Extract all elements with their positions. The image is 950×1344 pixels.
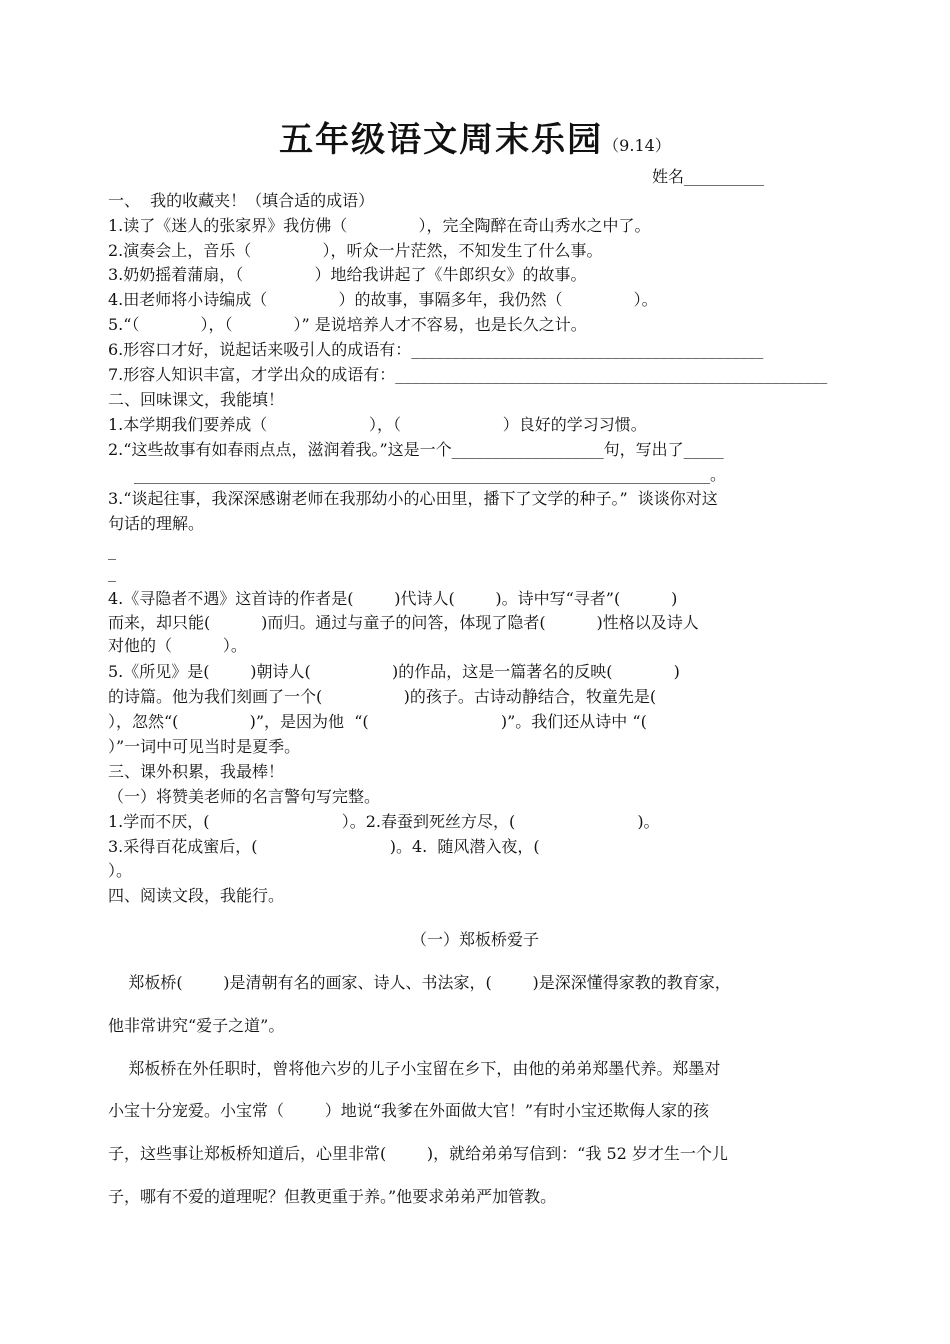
section2-q2-continued: ________________________________________________________________________。 [134, 465, 726, 484]
answer-blank-1: _ [108, 541, 116, 560]
section2-q2: 2.“这些故事有如春雨点点，滋润着我。”这是一个___________________句，写出了_____ [108, 440, 724, 459]
section3-heading: 三、课外积累，我最棒！ [108, 762, 285, 781]
section2-heading: 二、回味课文，我能填！ [108, 390, 285, 409]
section2-q5-line3: ），忽然“( )”，是因为他 “( )”。我们还从诗中 “( [108, 712, 647, 731]
section1-q1: 1.读了《迷人的张家界》我仿佛（ ），完全陶醉在奇山秀水之中了。 [108, 216, 651, 235]
section1-q2: 2.演奏会上，音乐（ ），听众一片茫然，不知发生了什么事。 [108, 241, 603, 260]
section4-heading: 四、阅读文段，我能行。 [108, 886, 285, 905]
section2-q5-line1: 5.《所见》是( )朝诗人( )的作品，这是一篇著名的反映( ) [108, 662, 680, 681]
passage-p2-line1: 郑板桥在外任职时，曾将他六岁的儿子小宝留在乡下，由他的弟弟郑墨代养。郑墨对 [108, 1059, 721, 1078]
passage-p2-line2: 小宝十分宠爱。小宝常（ ）地说“我爹在外面做大官！”有时小宝还欺侮人家的孩 [108, 1101, 710, 1120]
section2-q3-line2: 句话的理解。 [108, 514, 205, 533]
section2-q3-line1: 3.“谈起往事，我深深感谢老师在我那幼小的心田里，播下了文学的种子。” 谈谈你对这 [108, 489, 718, 508]
section2-q5-line2: 的诗篇。他为我们刻画了一个( )的孩子。古诗动静结合，牧童先是( [108, 687, 657, 706]
section2-q1: 1.本学期我们要养成（ ），（ ）良好的学习习惯。 [108, 415, 647, 434]
passage-p2-line3: 子，这些事让郑板桥知道后，心里非常( )，就给弟弟写信到：“我 52 岁才生一个儿 [108, 1144, 728, 1163]
section2-q4-line1: 4.《寻隐者不遇》这首诗的作者是( )代诗人( )。诗中写“寻者”( ) [108, 589, 678, 608]
section1-q7: 7.形容人知识丰富，才学出众的成语有：______________________________________________________ [108, 365, 828, 384]
passage-p1-line1: 郑板桥( )是清朝有名的画家、诗人、书法家，( )是深深懂得家教的教育家， [108, 973, 731, 992]
section2-q5-line4: ）”一词中可见当时是夏季。 [108, 737, 301, 756]
answer-blank-2: _ [108, 563, 116, 582]
section1-q5: 5.“（ ），（ ）” 是说培养人才不容易，也是长久之计。 [108, 315, 587, 334]
title-date: （9.14） [603, 136, 671, 155]
passage-p1-line2: 他非常讲究“爱子之道”。 [108, 1016, 285, 1035]
passage-title: （一）郑板桥爱子 [410, 930, 539, 949]
title-text: 五年级语文周末乐园 [279, 120, 604, 160]
section3-row3: ）。 [108, 861, 133, 880]
section1-q4: 4.田老师将小诗编成（ ）的故事，事隔多年，我仍然（ ）。 [108, 290, 658, 309]
section2-q4-line2: 而来，却只能( )而归。通过与童子的问答，体现了隐者( )性格以及诗人 [108, 613, 699, 632]
section3-row2: 3.采得百花成蜜后，( )。4. 随风潜入夜，( [108, 837, 540, 856]
section3-row1: 1.学而不厌，( ）。2.春蚕到死丝方尽，( )。 [108, 812, 660, 831]
page-title [0, 112, 950, 161]
passage-p2-line4: 子，哪有不爱的道理呢？但教更重于养。”他要求弟弟严加管教。 [108, 1187, 557, 1206]
section1-q6: 6.形容口才好，说起话来吸引人的成语有：____________________________________________ [108, 340, 764, 359]
section2-q4-line3: 对他的（ ）。 [108, 636, 247, 655]
name-field-label: 姓名__________ [652, 167, 765, 186]
section3-subheading: （一）将赞美老师的名言警句写完整。 [108, 787, 381, 806]
section1-heading: 一、 我的收藏夹！（填合适的成语） [108, 191, 375, 210]
section1-q3: 3.奶奶摇着蒲扇，（ ）地给我讲起了《牛郎织女》的故事。 [108, 265, 587, 284]
